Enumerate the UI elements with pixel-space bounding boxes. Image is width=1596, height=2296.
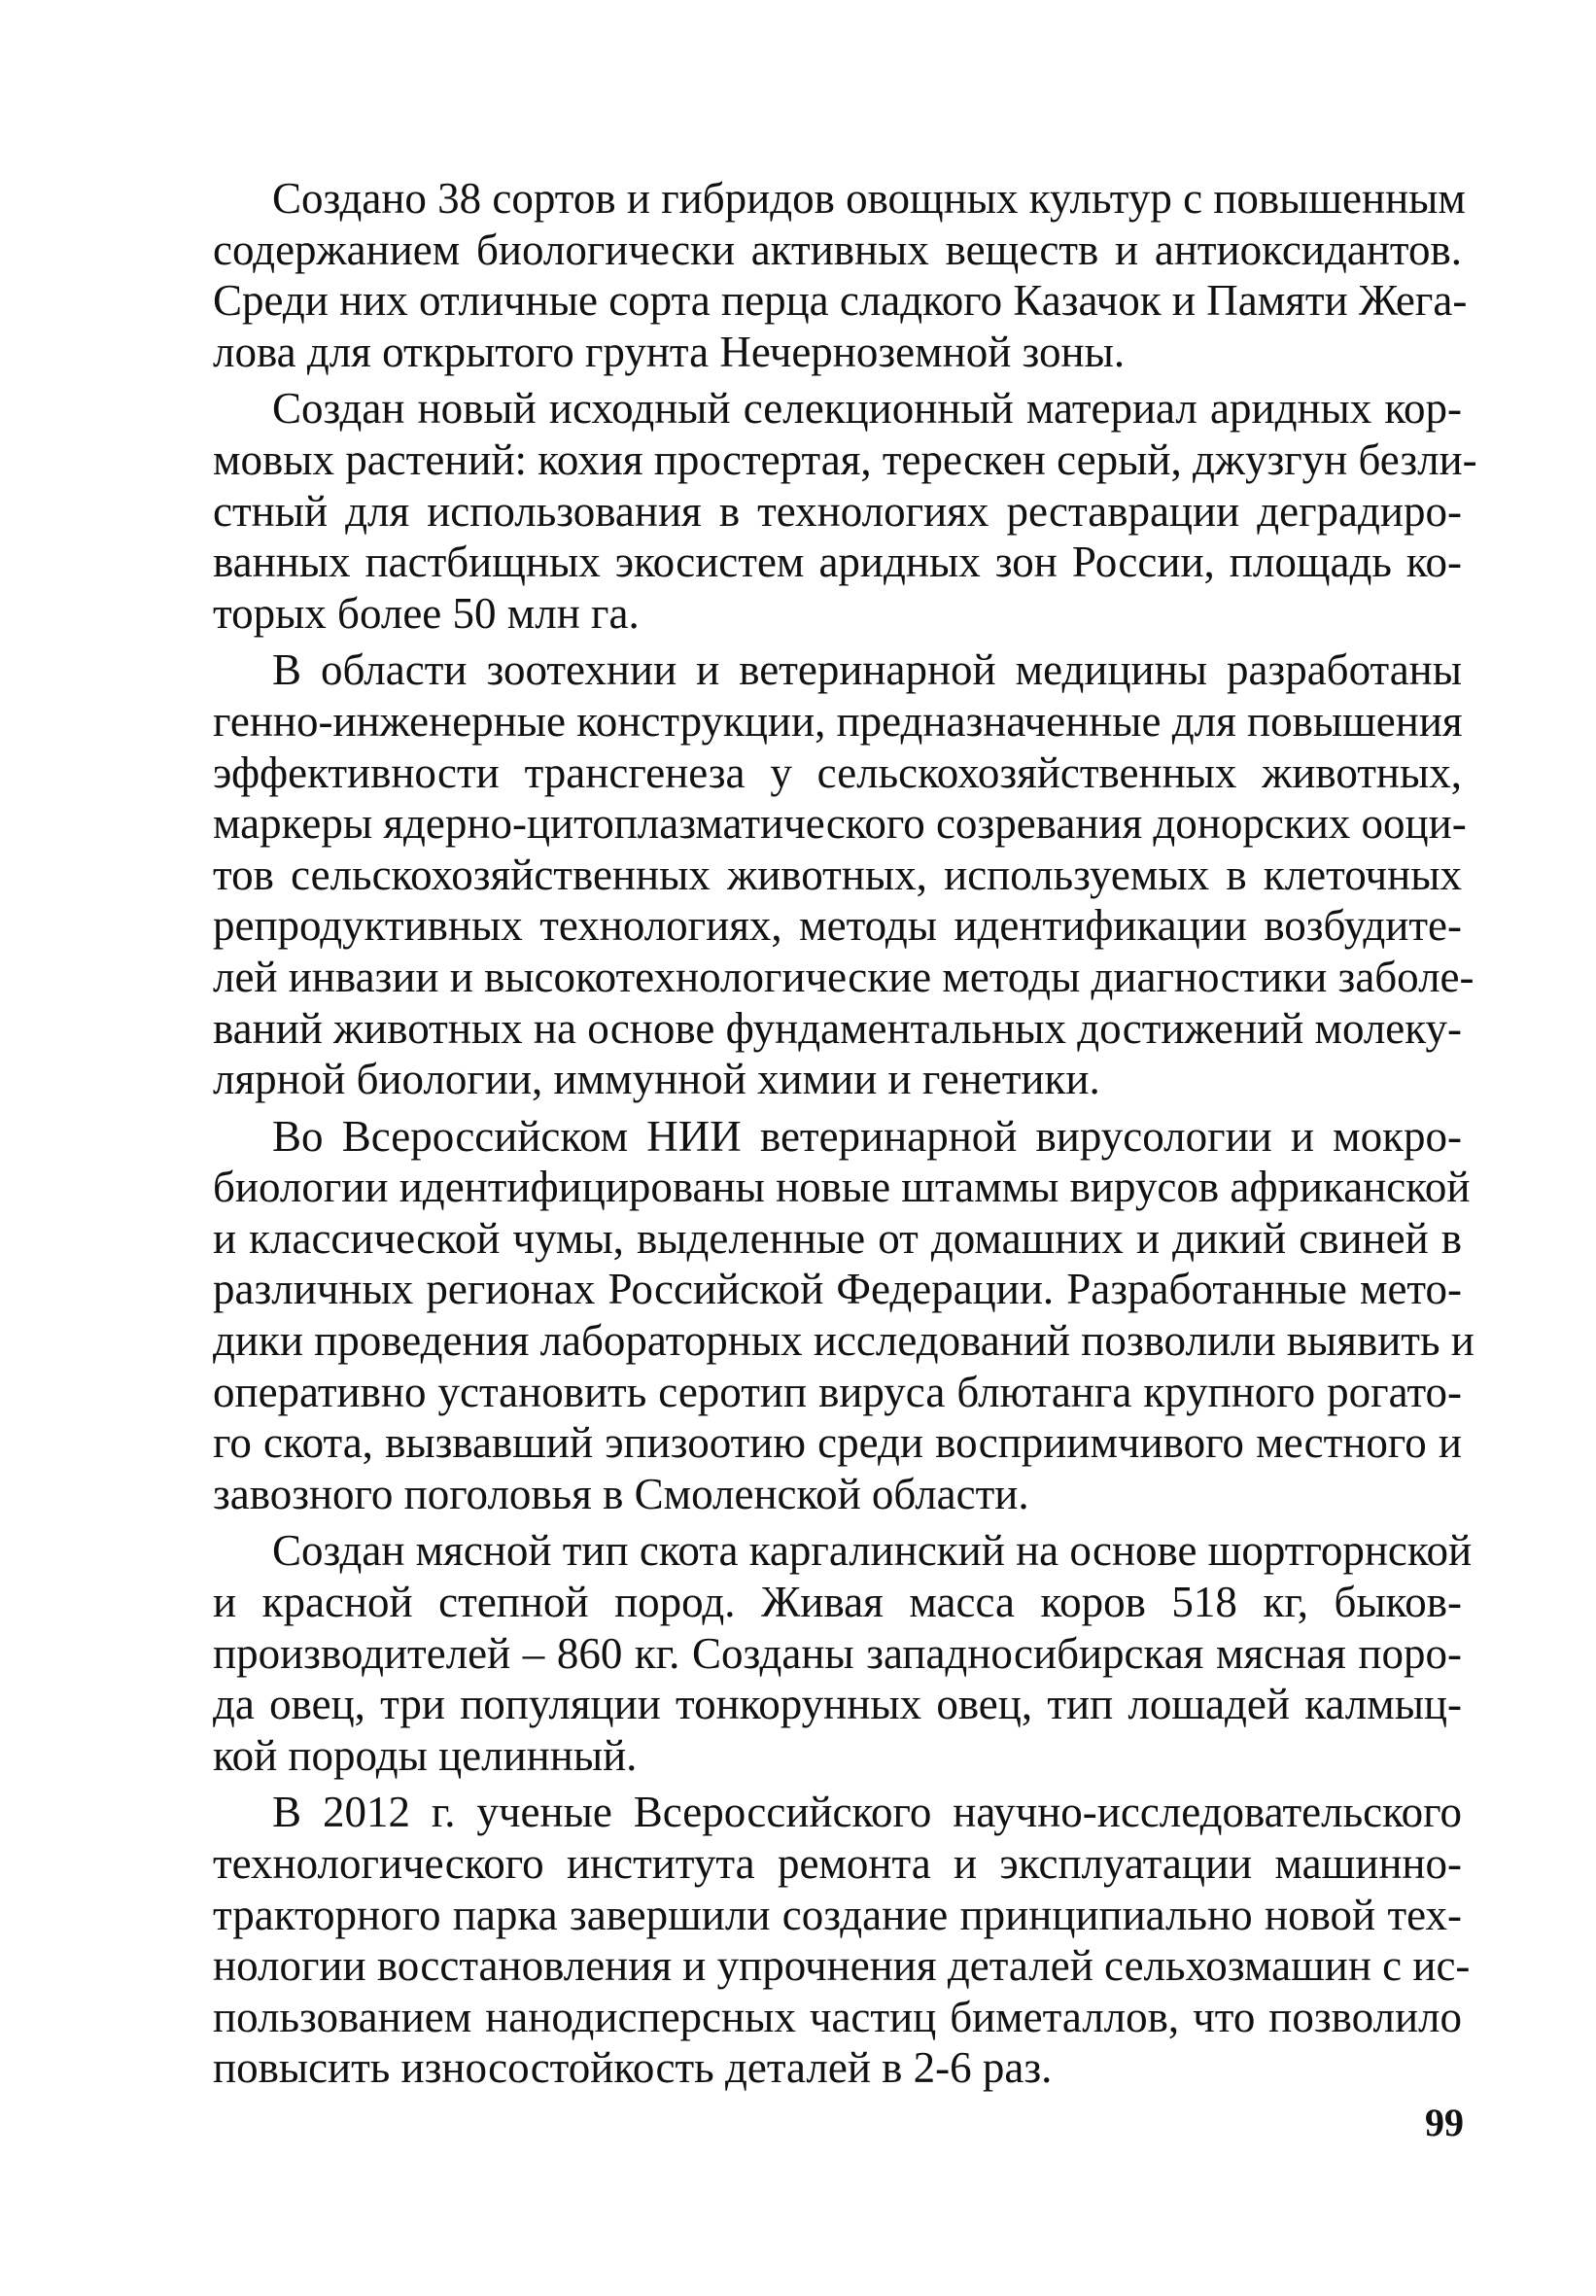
text-line: го скота, вызвавший эпизоотию среди восприимчивого местного и — [213, 1418, 1462, 1468]
page-body — [154, 173, 1477, 2094]
text-line: производителей – 860 кг. Созданы западносибирская мясная поро- — [213, 1628, 1462, 1678]
text-line: Среди них отличные сорта перца сладкого Казачок и Памяти Жега- — [213, 276, 1468, 326]
text-line: маркеры ядерно-цитоплазматического созревания донорских ооци- — [213, 799, 1467, 849]
text-line: мовых растений: кохия простертая, терескен серый, джузгун безли- — [213, 435, 1477, 484]
text-line: и классической чумы, выделенные от домашних и дикий свиней в — [213, 1213, 1462, 1263]
text-line: завозного поголовья в Смоленской области. — [213, 1469, 1029, 1518]
text-line: технологического института ремонта и эксплуатации машинно- — [213, 1839, 1462, 1888]
text-line: содержанием биологически активных веществ и антиоксидантов. — [213, 225, 1462, 274]
text-line: тов сельскохозяйственных животных, используемых в клеточных — [213, 850, 1462, 899]
text-line: дики проведения лабораторных исследований позволили выявить и — [213, 1316, 1475, 1366]
text-line: Создан новый исходный селекционный материал аридных кор- — [272, 384, 1462, 434]
text-line: лова для открытого грунта Нечерноземной зоны. — [213, 327, 1126, 376]
text-line: оперативно установить серотип вируса блютанга крупного рогато- — [213, 1367, 1462, 1416]
text-line: генно-инженерные конструкции, предназначенные для повышения — [213, 696, 1463, 746]
text-line: эффективности трансгенеза у сельскохозяйственных животных, — [213, 748, 1462, 797]
paragraph-3 — [154, 644, 1475, 1104]
text-line: лей инвазии и высокотехнологические методы диагностики заболе- — [213, 952, 1475, 1001]
text-line: и красной степной пород. Живая масса коров 518 кг, быков- — [213, 1578, 1462, 1627]
text-line: репродуктивных технологиях, методы идентификации возбудите- — [213, 901, 1462, 951]
text-line: ваний животных на основе фундаментальных достижений молеку- — [213, 1003, 1462, 1053]
text-line: нологии восстановления и упрочнения деталей сельхозмашин с ис- — [213, 1941, 1471, 1991]
text-line: ванных пастбищных экосистем аридных зон России, площадь ко- — [213, 538, 1462, 587]
text-line: да овец, три популяции тонкорунных овец, тип лошадей калмыц- — [213, 1680, 1462, 1729]
text-line: различных регионах Российской Федерации. Разработанные мето- — [213, 1265, 1462, 1314]
paragraph-5 — [154, 1525, 1473, 1781]
text-line: повысить износостойкость деталей в 2-6 раз. — [213, 2043, 1053, 2093]
text-line: Создано 38 сортов и гибридов овощных культур с повышенным — [272, 174, 1466, 223]
text-line: стный для использования в технологиях реставрации деградиро- — [213, 486, 1462, 536]
paragraph-1 — [154, 173, 1468, 377]
text-line: Во Всероссийском НИИ ветеринарной вирусологии и мокро- — [272, 1111, 1462, 1161]
text-line: торых более 50 млн га. — [213, 588, 640, 638]
text-line: пользованием нанодисперсных частиц биметаллов, что позволило — [213, 1992, 1462, 2041]
page-number: 99 — [1425, 2101, 1464, 2144]
text-line: биологии идентифицированы новые штаммы вирусов африканской — [213, 1163, 1471, 1212]
paragraph-4 — [154, 1111, 1475, 1520]
text-line: В 2012 г. ученые Всероссийского научно-исследовательского — [272, 1788, 1462, 1837]
paragraph-6 — [154, 1787, 1471, 2094]
text-line: В области зоотехнии и ветеринарной медицины разработаны — [272, 645, 1462, 695]
text-line: Создан мясной тип скота каргалинский на основе шортгорнской — [272, 1526, 1473, 1576]
text-line: лярной биологии, иммунной химии и генетики. — [213, 1055, 1100, 1104]
paragraph-2 — [154, 383, 1477, 639]
text-line: тракторного парка завершили создание принципиально новой тех- — [213, 1890, 1462, 1939]
text-line: кой породы целинный. — [213, 1730, 638, 1780]
